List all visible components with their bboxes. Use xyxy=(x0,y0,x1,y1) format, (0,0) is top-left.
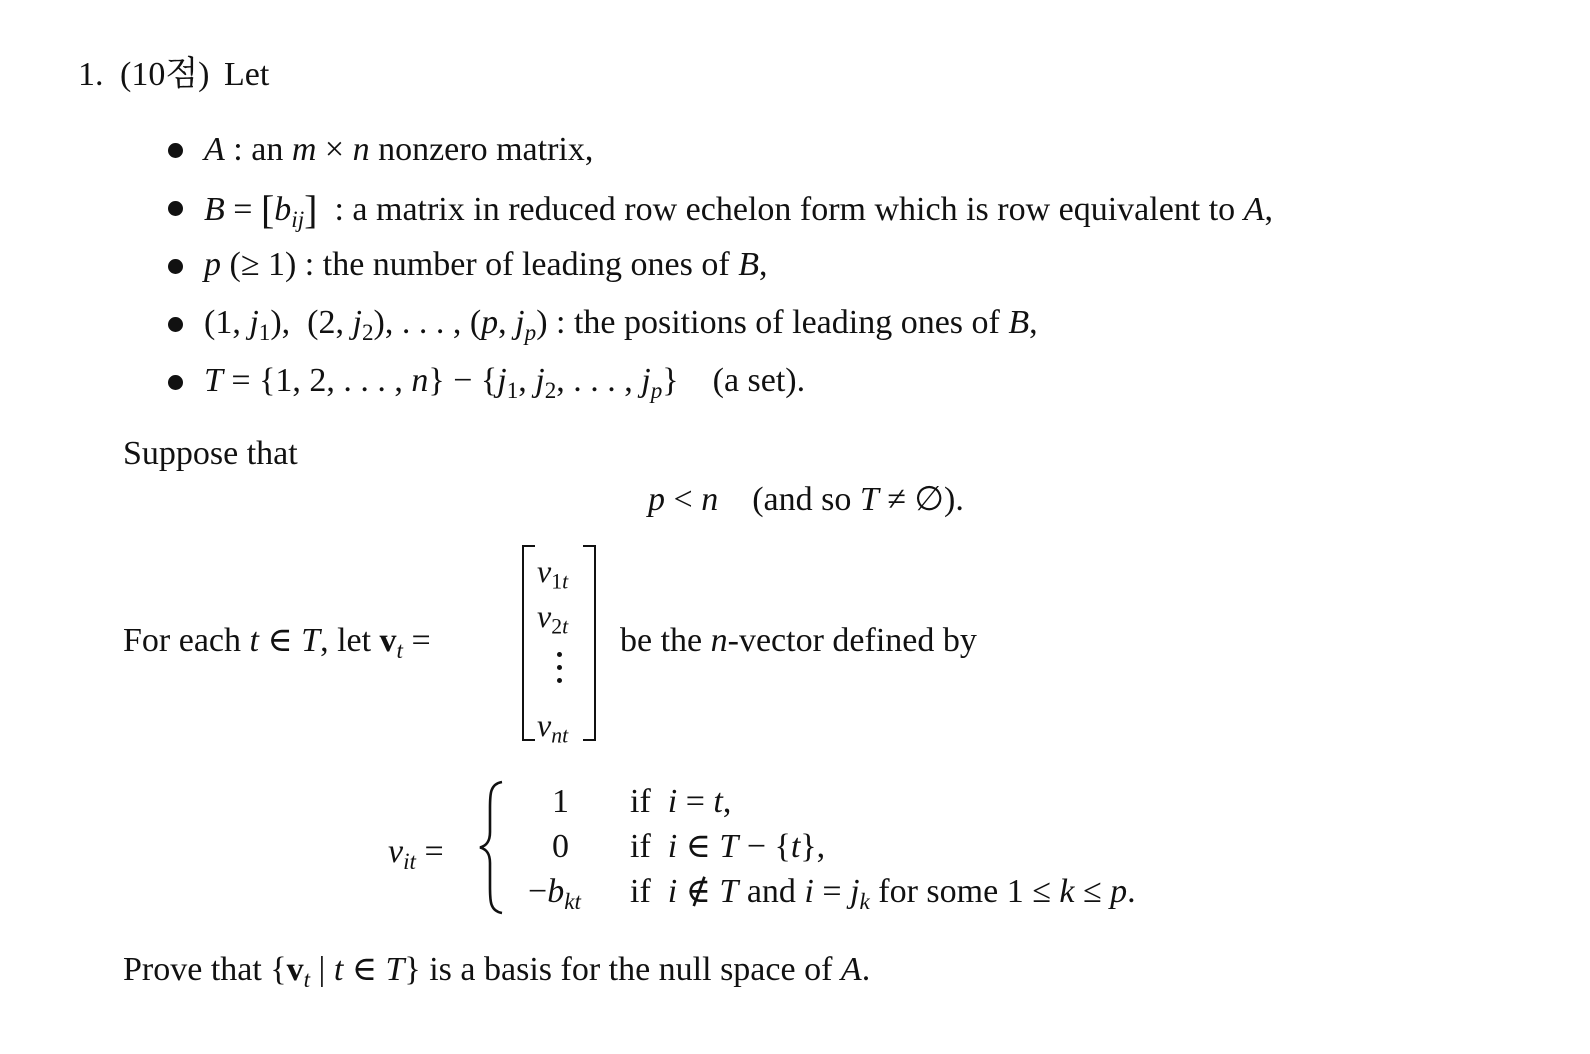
problem-number: 1. xyxy=(78,56,104,93)
bullet-item-b: $B = [b_{ij}]$ : a matrix in reduced row echelon form which is row equivalent to A, xyxy=(204,187,1273,233)
case-value-1: 1 xyxy=(552,783,569,820)
piecewise-lhs: $v_{it}$ = xyxy=(388,833,444,875)
case-cond-1: if i = t, xyxy=(630,783,732,820)
vector-entry-1: $v_{1t}$ xyxy=(537,553,569,594)
matrix-left-bracket xyxy=(522,545,535,741)
vector-vdots xyxy=(557,652,563,691)
bullet-dot xyxy=(168,143,183,158)
problem-header xyxy=(78,58,269,92)
bullet-dot xyxy=(168,317,183,332)
prove-statement: Prove that {$v_t$ | t ∈ T} is a basis for the null space of A. xyxy=(123,951,871,993)
suppose-intro: Suppose that xyxy=(123,435,298,472)
vector-def-text: For each t ∈ T, let $v_t$ = xyxy=(123,622,431,664)
case-cond-2: if i ∈ T − {t}, xyxy=(630,828,826,865)
case-value-neg-bkt: $-b_{kt}$ xyxy=(528,873,581,915)
problem-let: Let xyxy=(224,56,270,93)
vector-def-after: be the n-vector defined by xyxy=(620,622,977,659)
bullet-item-p: p (≥ 1) : the number of leading ones of B, xyxy=(204,246,768,283)
problem-points: (10점) xyxy=(120,56,210,93)
bullet-dot xyxy=(168,375,183,390)
bullet-item-t: T = {1, 2, . . . , $n\} - \{j_1$, $j_2$, . . . , $j_p$} (a set). xyxy=(204,362,806,404)
bullet-dot xyxy=(168,201,183,216)
vector-entry-n: $v_{nt}$ xyxy=(537,707,569,748)
case-cond-3: if i ∉ T and $i = j_k$ for some 1 ≤ k ≤ p. xyxy=(630,873,1136,915)
suppose-condition: p < n (and so T ≠ ∅). xyxy=(648,481,964,518)
bracket-b: [ xyxy=(260,187,275,232)
vector-entry-2: $v_{2t}$ xyxy=(537,598,569,639)
bullet-dot xyxy=(168,259,183,274)
bullet-item-positions: (1, $j_1$), (2, $j_2$), . . . , (p, $j_p$) : the positions of leading ones of B, xyxy=(204,304,1038,346)
case-value-0: 0 xyxy=(552,828,569,865)
bullet-item-a: A : an m × n nonzero matrix, xyxy=(204,131,594,168)
left-brace xyxy=(478,780,508,915)
matrix-right-bracket xyxy=(583,545,596,741)
